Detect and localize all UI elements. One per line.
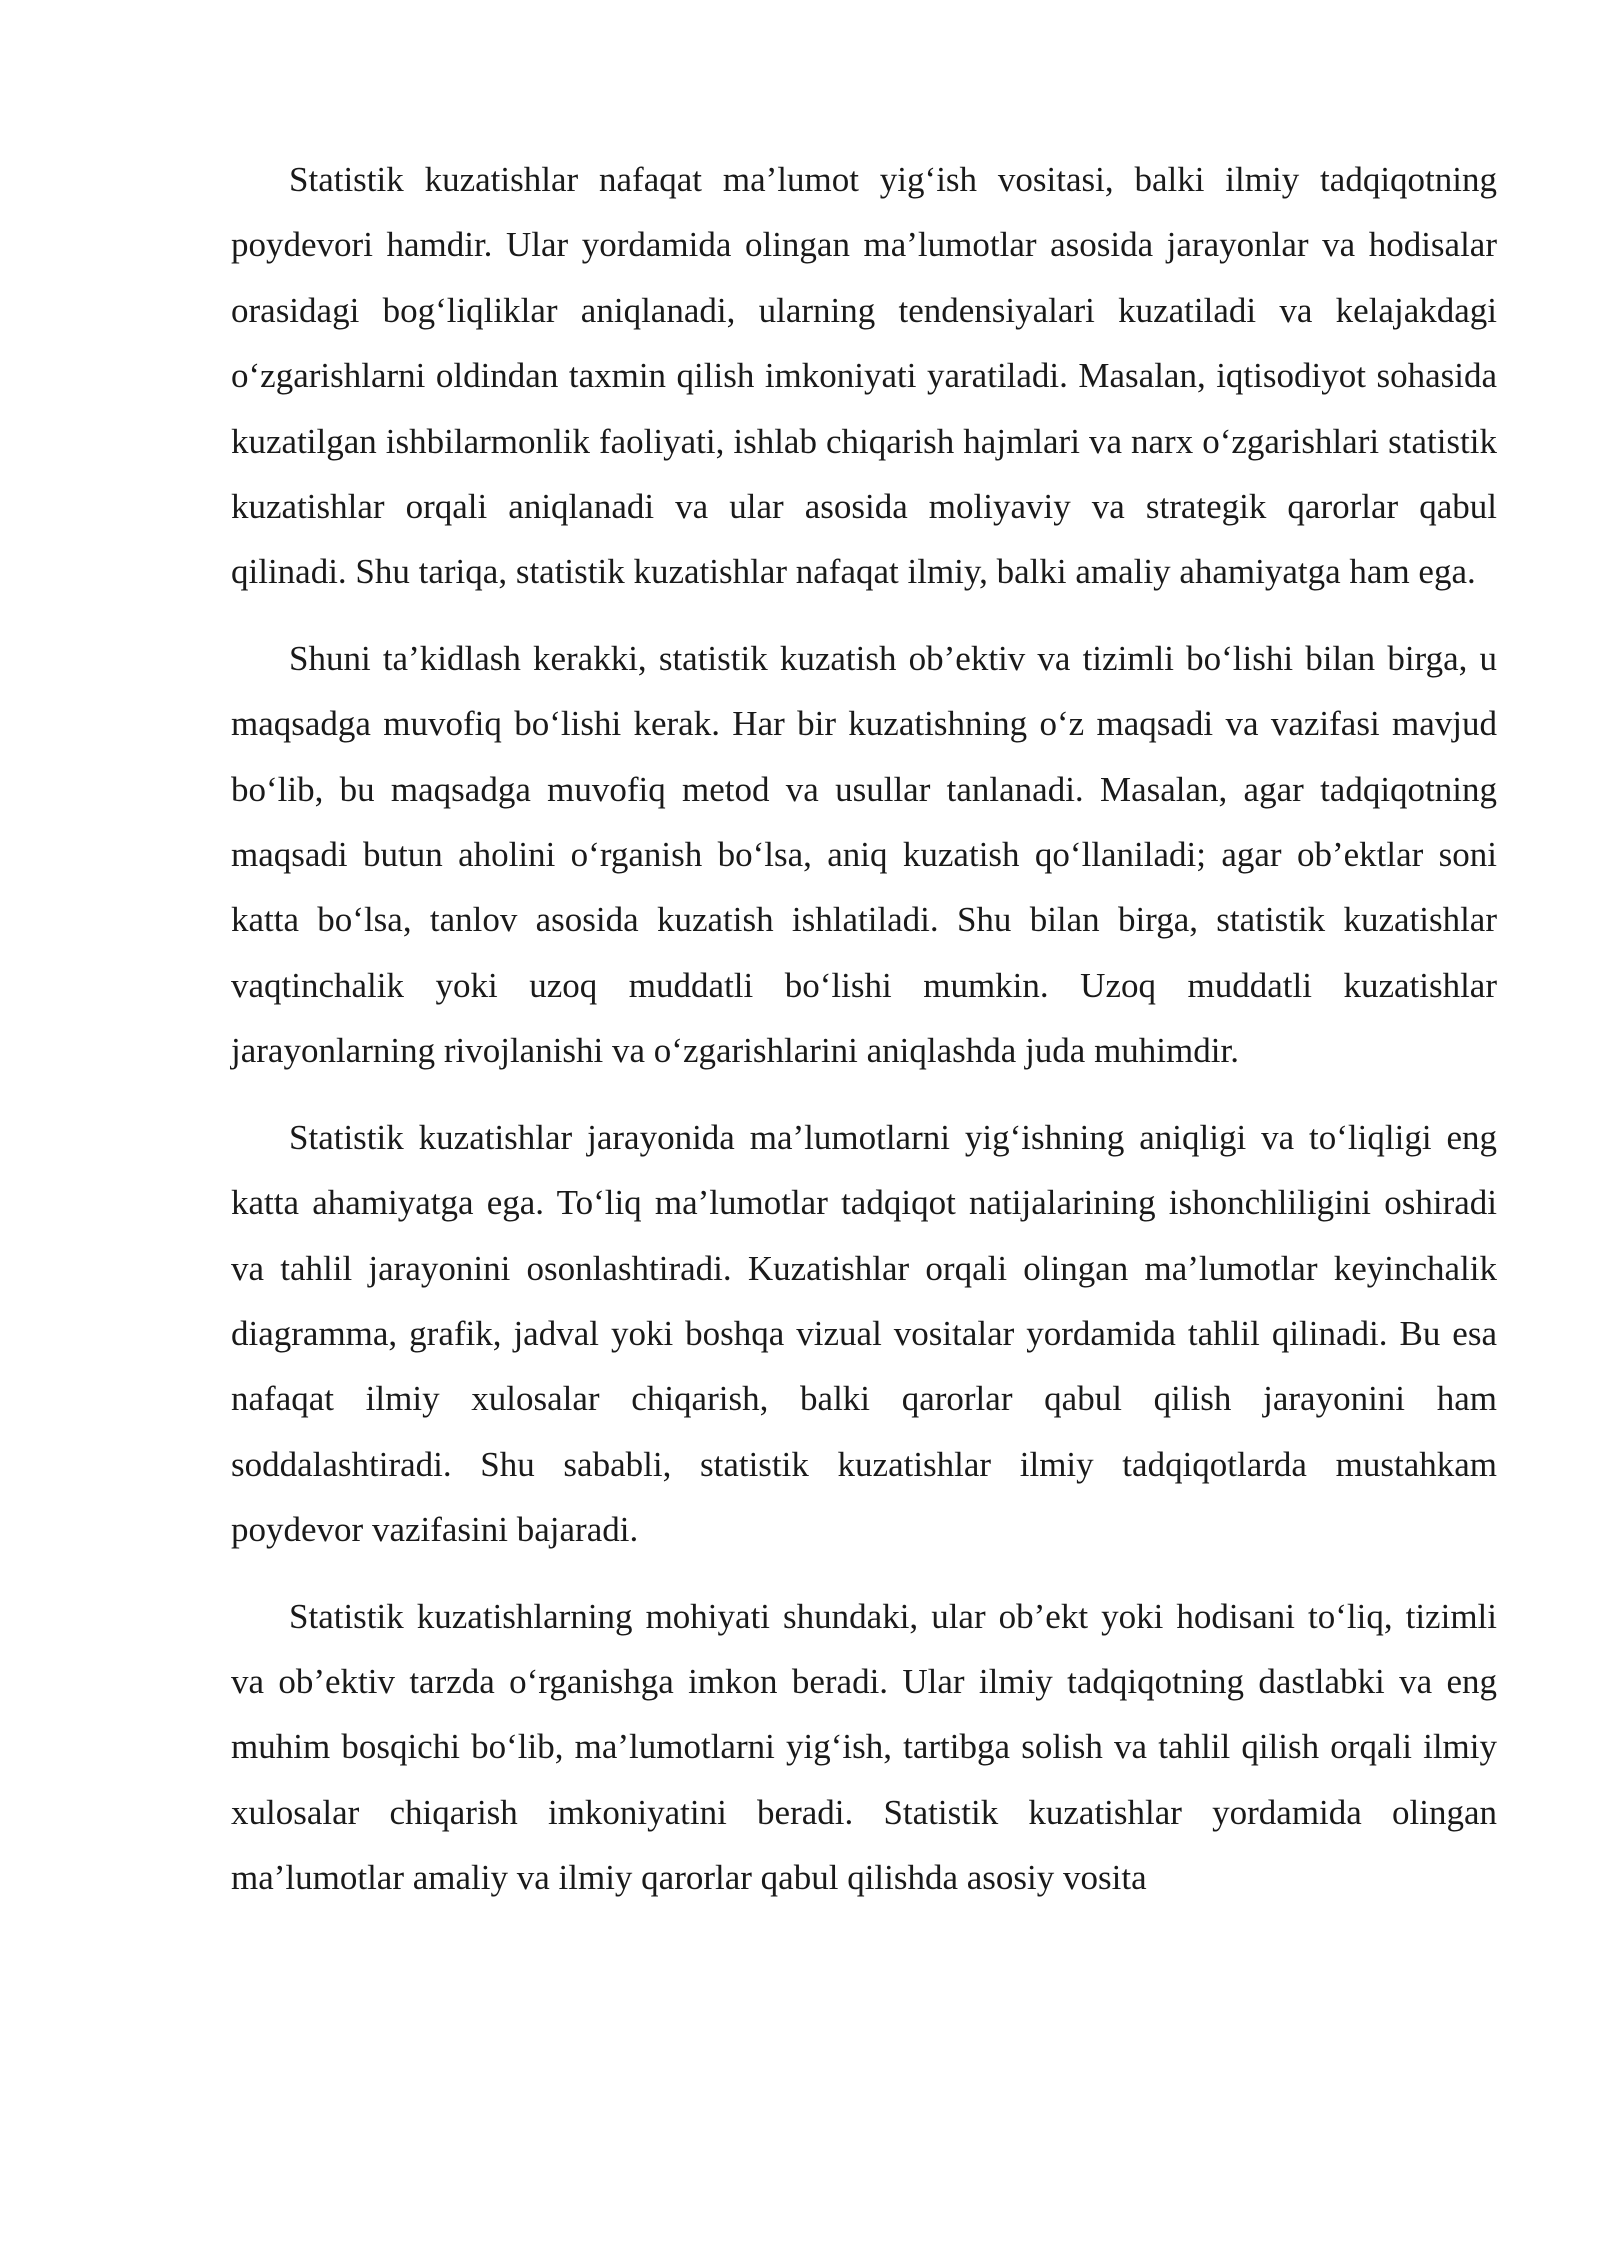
paragraph-4: Statistik kuzatishlarning mohiyati shundaki, ular ob’ekt yoki hodisani to‘liq, tizimli va ob’ektiv tarzda o‘rganishga imkon beradi. Ular ilmiy tadqiqotning dastlabki va eng muhim bosqichi bo‘lib, ma’lumotlarni yig‘ish, tartibga solish va tahlil qilish orqali ilmiy xulosalar chiqarish imkoniyatini beradi. Statistik kuzatishlar yordamida olingan ma’lumotlar amaliy va ilmiy qarorlar qabul qilishda asosiy vosita — [231, 1596, 1497, 1898]
body-text — [231, 147, 1497, 1932]
paragraph-1: Statistik kuzatishlar nafaqat ma’lumot yig‘ish vositasi, balki ilmiy tadqiqotning poydevori hamdir. Ular yordamida olingan ma’lumotlar asosida jarayonlar va hodisalar orasidagi bog‘liqliklar aniqlanadi, ularning tendensiyalari kuzatiladi va kelajakdagi o‘zgarishlarni oldindan taxmin qilish imkoniyati yaratiladi. Masalan, iqtisodiyot sohasida kuzatilgan ishbilarmonlik faoliyati, ishlab chiqarish hajmlari va narx o‘zgarishlari statistik kuzatishlar orqali aniqlanadi va ular asosida moliyaviy va strategik qarorlar qabul qilinadi. Shu tariqa, statistik kuzatishlar nafaqat ilmiy, balki amaliy ahamiyatga ham ega. — [231, 160, 1497, 592]
paragraph-2: Shuni ta’kidlash kerakki, statistik kuzatish ob’ektiv va tizimli bo‘lishi bilan birga, u maqsadga muvofiq bo‘lishi kerak. Har bir kuzatishning o‘z maqsadi va vazifasi mavjud bo‘lib, bu maqsadga muvofiq metod va usullar tanlanadi. Masalan, agar tadqiqotning maqsadi butun aholini o‘rganish bo‘lsa, aniq kuzatish qo‘llaniladi; agar ob’ektlar soni katta bo‘lsa, tanlov asosida kuzatish ishlatiladi. Shu bilan birga, statistik kuzatishlar vaqtinchalik yoki uzoq muddatli bo‘lishi mumkin. Uzoq muddatli kuzatishlar jarayonlarning rivojlanishi va o‘zgarishlarini aniqlashda juda muhimdir. — [231, 638, 1497, 1071]
paragraph-3: Statistik kuzatishlar jarayonida ma’lumotlarni yig‘ishning aniqligi va to‘liqligi eng katta ahamiyatga ega. To‘liq ma’lumotlar tadqiqot natijalarining ishonchliligini oshiradi va tahlil jarayonini osonlashtiradi. Kuzatishlar orqali olingan ma’lumotlar keyinchalik diagramma, grafik, jadval yoki boshqa vizual vositalar yordamida tahlil qilinadi. Bu esa nafaqat ilmiy xulosalar chiqarish, balki qarorlar qabul qilish jarayonini ham soddalashtiradi. Shu sababli, statistik kuzatishlar ilmiy tadqiqotlarda mustahkam poydevor vazifasini bajaradi. — [231, 1117, 1497, 1550]
